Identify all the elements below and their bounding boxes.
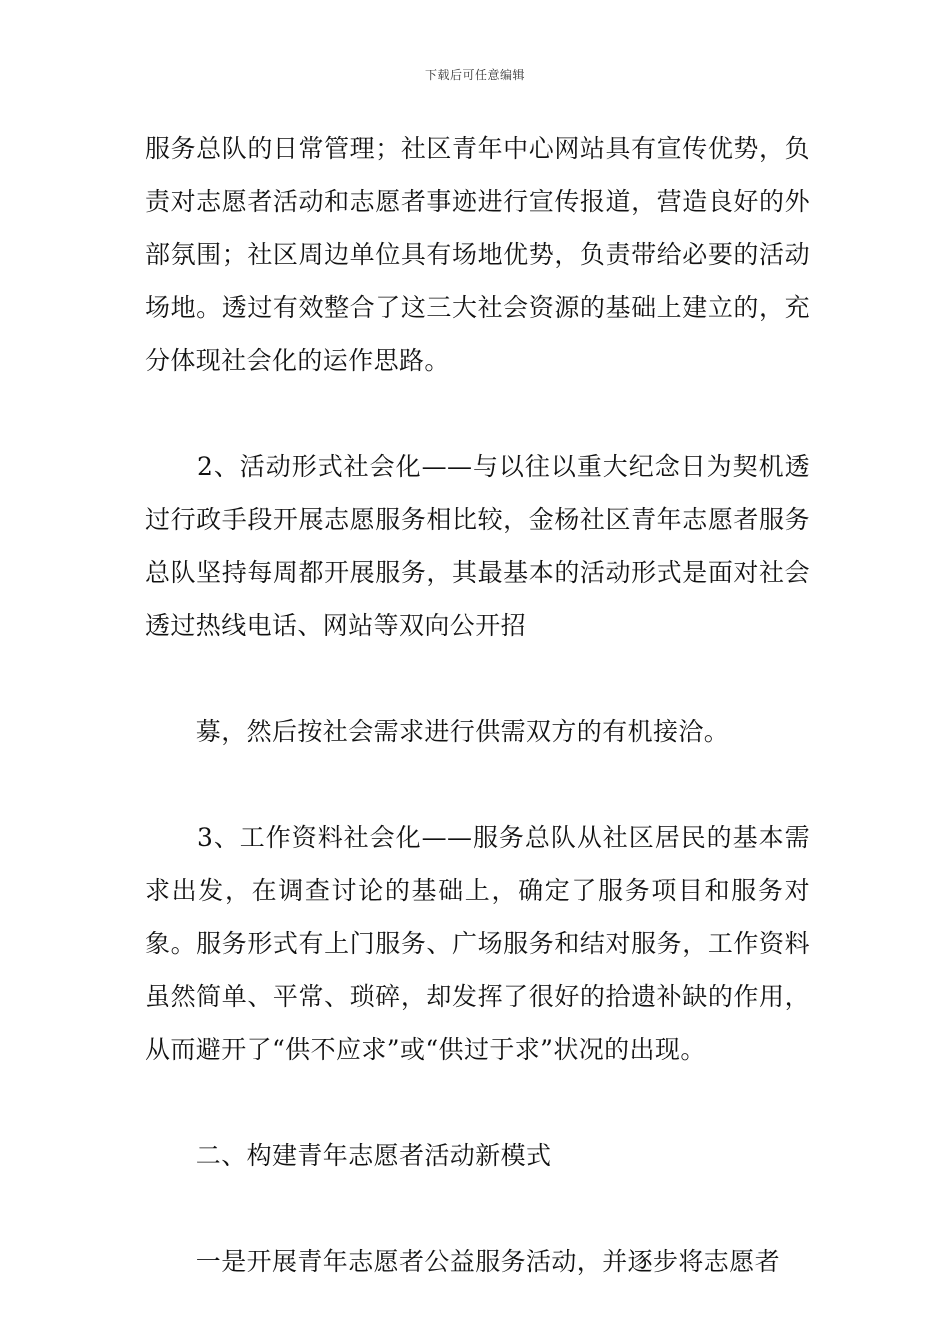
page-header: 下载后可任意编辑 <box>424 68 525 82</box>
paragraph-spacer <box>145 652 810 705</box>
document-body <box>145 122 810 1288</box>
paragraph-spacer <box>145 387 810 440</box>
paragraph-spacer <box>145 1182 810 1235</box>
paragraph-intro: 服务总队的日常管理；社区青年中心网站具有宣传优势，负责对志愿者活动和志愿者事迹进行宣传报道，营造良好的外部氛围；社区周边单位具有场地优势，负责带给必要的活动场地。透过有效整合了这三大社会资源的基础上建立的，充分体现社会化的运作思路。 <box>145 134 810 375</box>
paragraph-spacer <box>145 1076 810 1129</box>
paragraph-public-service: 一是开展青年志愿者公益服务活动，并逐步将志愿者 <box>145 1247 781 1276</box>
section-heading: 二、构建青年志愿者活动新模式 <box>145 1141 552 1170</box>
paragraph-activity-form: 2、活动形式社会化——与以往以重大纪念日为契机透过行政手段开展志愿服务相比较，金杨社区青年志愿者服务总队坚持每周都开展服务，其最基本的活动形式是面对社会透过热线电话、网站等双向公开招 <box>145 452 810 640</box>
paragraph-recruitment: 募，然后按社会需求进行供需双方的有机接洽。 <box>145 717 730 746</box>
paragraph-work-content: 3、工作资料社会化——服务总队从社区居民的基本需求出发，在调查讨论的基础上，确定了服务项目和服务对象。服务形式有上门服务、广场服务和结对服务，工作资料虽然简单、平常、琐碎，却发挥了很好的拾遗补缺的作用，从而避开了“供不应求”或“供过于求”状况的出现。 <box>145 823 810 1064</box>
paragraph-spacer <box>145 758 810 811</box>
